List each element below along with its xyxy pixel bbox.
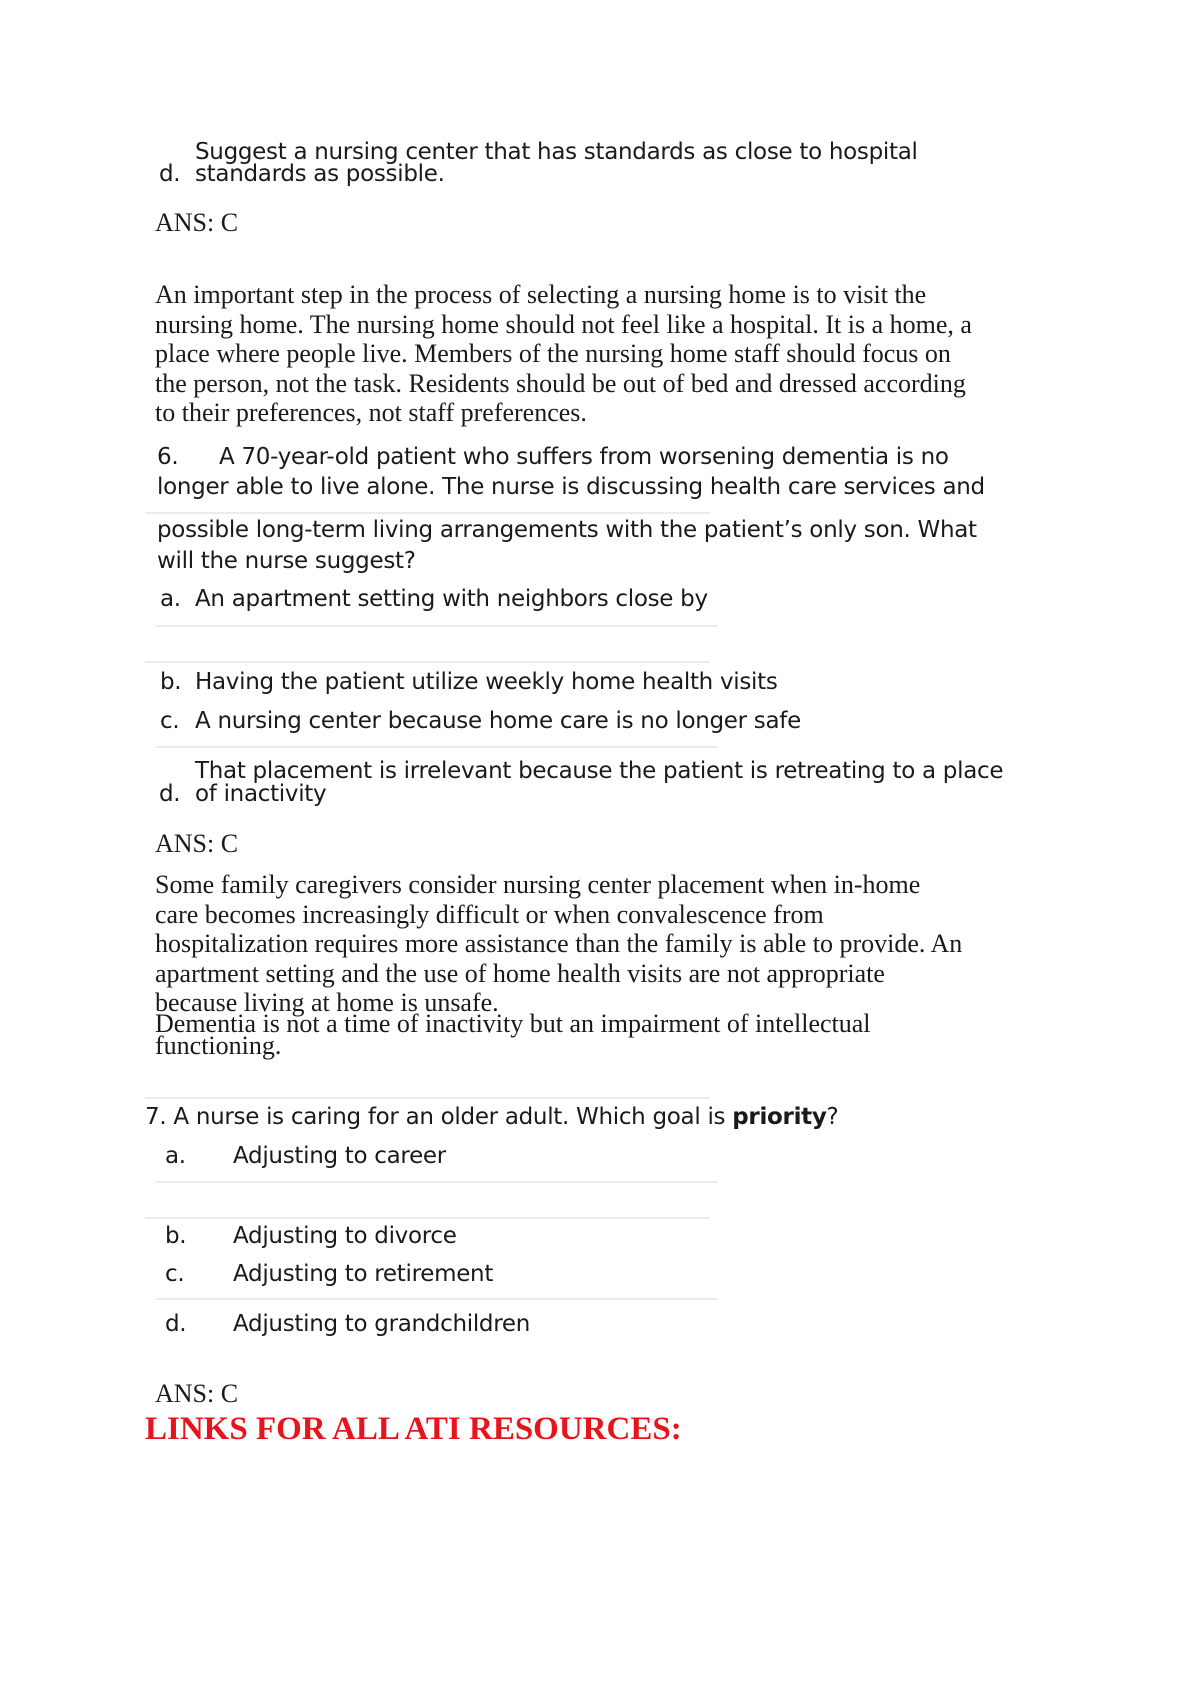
q7-answer: ANS: C: [155, 1379, 239, 1408]
q6-rationale-line: care becomes increasingly difficult or when convalescence from: [155, 899, 824, 929]
q6-stem-line: A 70-year-old patient who suffers from worsening dementia is no: [219, 444, 949, 470]
q7-option-b-letter: b.: [165, 1223, 187, 1249]
q5-rationale: [155, 280, 1055, 428]
q6-option-d-line2: of inactivity: [195, 781, 327, 807]
q5-option-d-letter: d.: [159, 161, 181, 187]
q6-stem-line: will the nurse suggest?: [157, 548, 416, 574]
q7-option-c-letter: c.: [165, 1261, 185, 1287]
q5-option-d-line2: standards as possible.: [195, 161, 445, 187]
divider: [145, 661, 710, 663]
q7-stem-bold: priority: [732, 1104, 827, 1130]
q6-answer: ANS: C: [155, 829, 239, 858]
q6-option-c-letter: c.: [160, 708, 180, 734]
q6-stem-line: possible long-term living arrangements with the patient’s only son. What: [157, 517, 977, 543]
q7-stem: [145, 1104, 838, 1130]
q6-option-b-text: Having the patient utilize weekly home health visits: [195, 669, 778, 695]
q6-rationale-line: apartment setting and the use of home health visits are not appropriate: [155, 958, 885, 988]
q5-rationale-line: the person, not the task. Residents should be out of bed and dressed according: [155, 368, 966, 398]
q6-rationale: [155, 870, 1055, 1018]
q6-option-a-text: An apartment setting with neighbors close by: [195, 586, 708, 612]
q6-rationale-line: hospitalization requires more assistance than the family is able to provide. An: [155, 929, 963, 958]
divider: [156, 1181, 718, 1183]
q5-option-d-line1: Suggest a nursing center that has standards as close to hospital: [195, 139, 918, 165]
q7-stem-text: A nurse is caring for an older adult. Which goal is: [173, 1104, 733, 1130]
q5-rationale-line: place where people live. Members of the nursing home staff should focus on: [155, 339, 951, 368]
q5-rationale-line: to their preferences, not staff preferences.: [155, 398, 587, 427]
q7-option-c-text: Adjusting to retirement: [233, 1261, 494, 1287]
q7-option-a-letter: a.: [165, 1143, 186, 1169]
q6-stem-line: longer able to live alone. The nurse is discussing health care services and: [157, 474, 985, 500]
q6-option-d-line1: That placement is irrelevant because the patient is retreating to a place: [195, 758, 1004, 784]
q7-option-d-text: Adjusting to grandchildren: [233, 1311, 530, 1337]
q5-rationale-line: An important step in the process of selecting a nursing home is to visit the: [155, 280, 927, 309]
q7-number: 7.: [145, 1104, 167, 1130]
divider: [156, 746, 718, 748]
q6-rationale-line: functioning.: [155, 1031, 282, 1060]
q6-rationale-line: Some family caregivers consider nursing center placement when in-home: [155, 870, 921, 899]
divider: [145, 1097, 710, 1099]
q6-rationale-line: Dementia is not a time of inactivity but an impairment of intellectual: [155, 1009, 871, 1038]
links-heading: LINKS FOR ALL ATI RESOURCES:: [145, 1411, 682, 1447]
q6-rationale-continued: [155, 1009, 1055, 1060]
divider: [156, 1298, 718, 1300]
q6-rationale-line: because living at home is unsafe.: [155, 988, 499, 1017]
q7-stem-end: ?: [826, 1104, 839, 1130]
q6-option-d-letter: d.: [159, 781, 181, 807]
divider: [145, 1217, 710, 1219]
q7-option-d-letter: d.: [165, 1311, 187, 1337]
q6-option-b-letter: b.: [160, 669, 182, 695]
q5-rationale-line: nursing home. The nursing home should not feel like a hospital. It is a home, a: [155, 309, 972, 339]
divider: [145, 512, 710, 514]
q6-option-a-letter: a.: [160, 586, 181, 612]
divider: [156, 625, 718, 627]
q6-number: 6.: [157, 444, 179, 470]
q7-option-a-text: Adjusting to career: [233, 1143, 446, 1169]
q6-option-c-text: A nursing center because home care is no longer safe: [195, 708, 801, 734]
q7-option-b-text: Adjusting to divorce: [233, 1223, 457, 1249]
q5-answer: ANS: C: [155, 208, 239, 237]
